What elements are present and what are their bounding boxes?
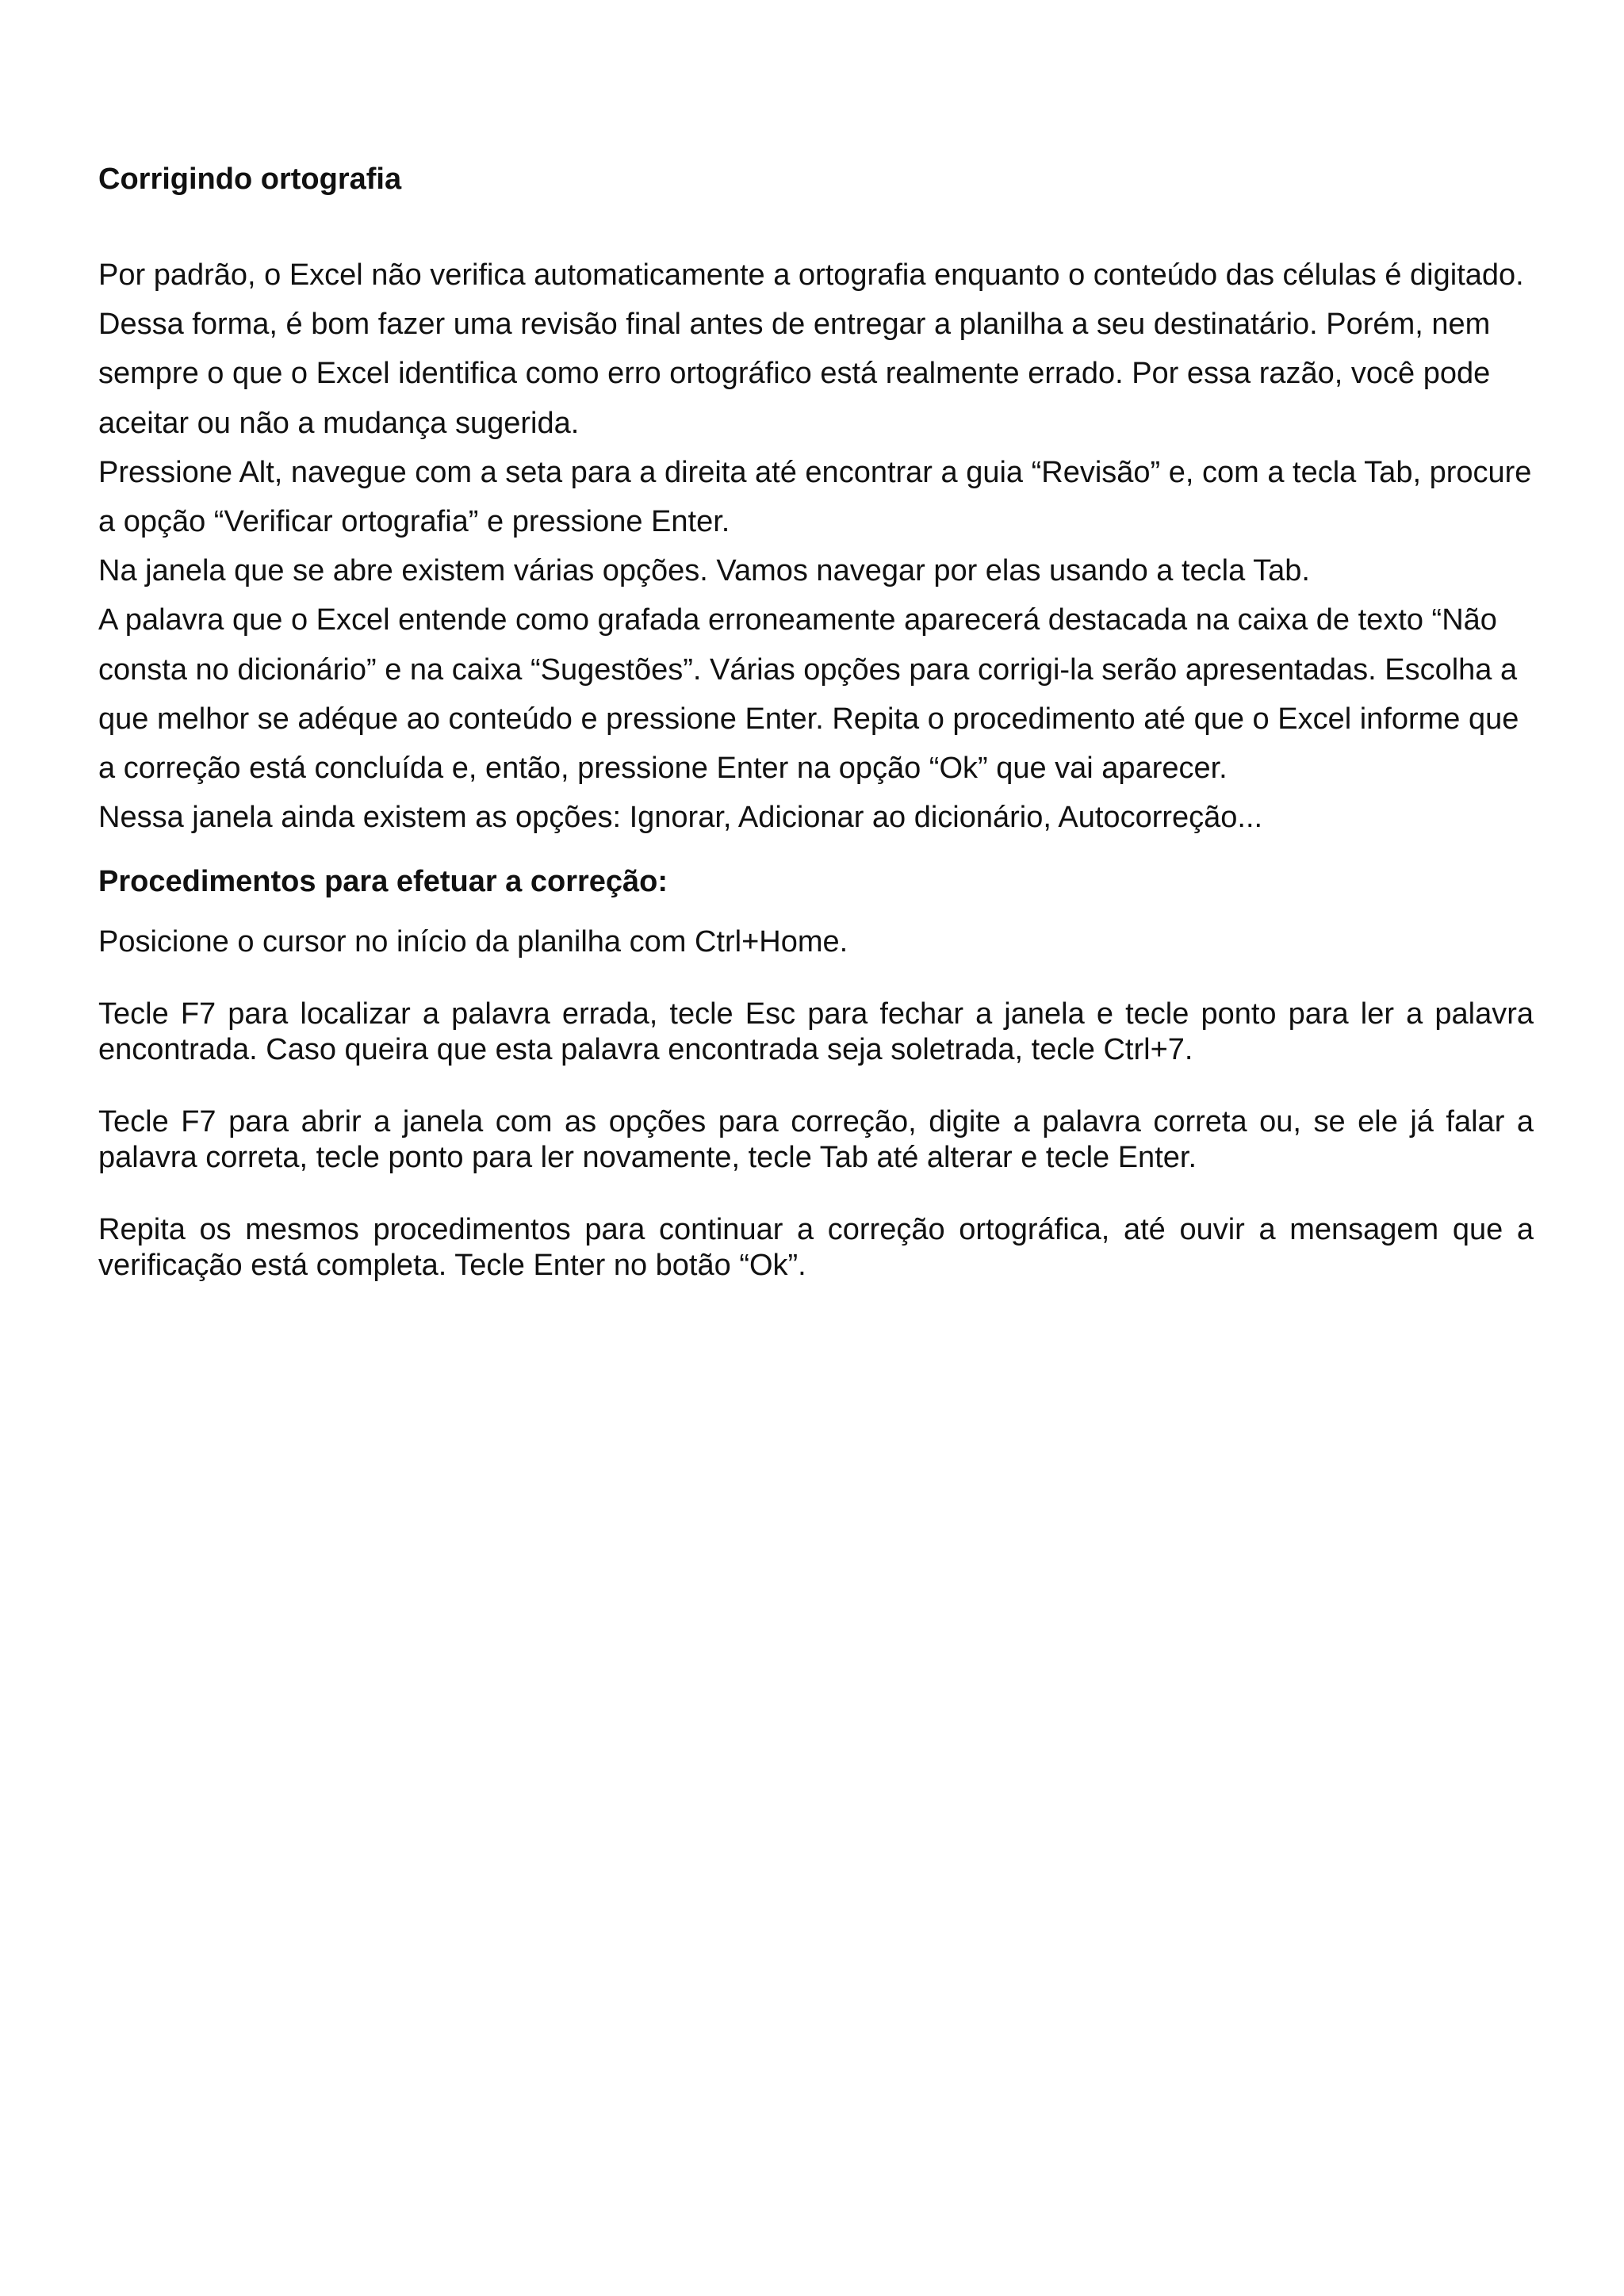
procedures-title: Procedimentos para efetuar a correção: [98,865,668,899]
document-page [98,155,1534,1320]
intro-paragraph: Pressione Alt, navegue com a seta para a direita até encontrar a guia “Revisão” e, com a tecla Tab, procure a opção “Verificar ortografia” e pressione Enter. [98,455,1532,539]
intro-paragraph: A palavra que o Excel entende como grafada erroneamente aparecerá destacada na caixa de texto “Não consta no dicionário” e na caixa “Sugestões”. Várias opções para corrigi-la serão apresentadas. Escolha a que melhor se adéque ao conteúdo e pressione Enter. Repita o procedimento até que o Excel informe que a correção está concluída e, então, pressione Enter na opção “Ok” que vai aparecer. [98,603,1519,786]
intro-paragraph: Na janela que se abre existem várias opções. Vamos navegar por elas usando a tecla Tab. [98,554,1310,588]
procedure-paragraph: Posicione o cursor no início da planilha com Ctrl+Home. [98,925,848,959]
document-title: Corrigindo ortografia [98,163,402,196]
intro-paragraph: Nessa janela ainda existem as opções: Ignorar, Adicionar ao dicionário, Autocorreção... [98,801,1263,835]
intro-paragraph: Por padrão, o Excel não verifica automaticamente a ortografia enquanto o conteúdo das células é digitado. Dessa forma, é bom fazer uma revisão final antes de entregar a planilha a seu destinatário. Porém, nem sempre o que o Excel identifica como erro ortográfico está realmente errado. Por essa razão, você pode aceitar ou não a mudança sugerida. [98,258,1524,440]
procedure-paragraph: Tecle F7 para abrir a janela com as opções para correção, digite a palavra correta ou, se ele já falar a palavra correta, tecle ponto para ler novamente, tecle Tab até alterar e tecle Enter. [98,1105,1534,1175]
procedures-section [98,924,1534,1284]
procedure-paragraph: Tecle F7 para localizar a palavra errada, tecle Esc para fechar a janela e tecle ponto para ler a palavra encontrada. Caso queira que esta palavra encontrada seja soletrada, tecle Ctrl+7. [98,997,1534,1067]
intro-section [98,251,1534,842]
procedure-paragraph: Repita os mesmos procedimentos para continuar a correção ortográfica, até ouvir a mensagem que a verificação está completa. Tecle Enter no botão “Ok”. [98,1213,1534,1283]
